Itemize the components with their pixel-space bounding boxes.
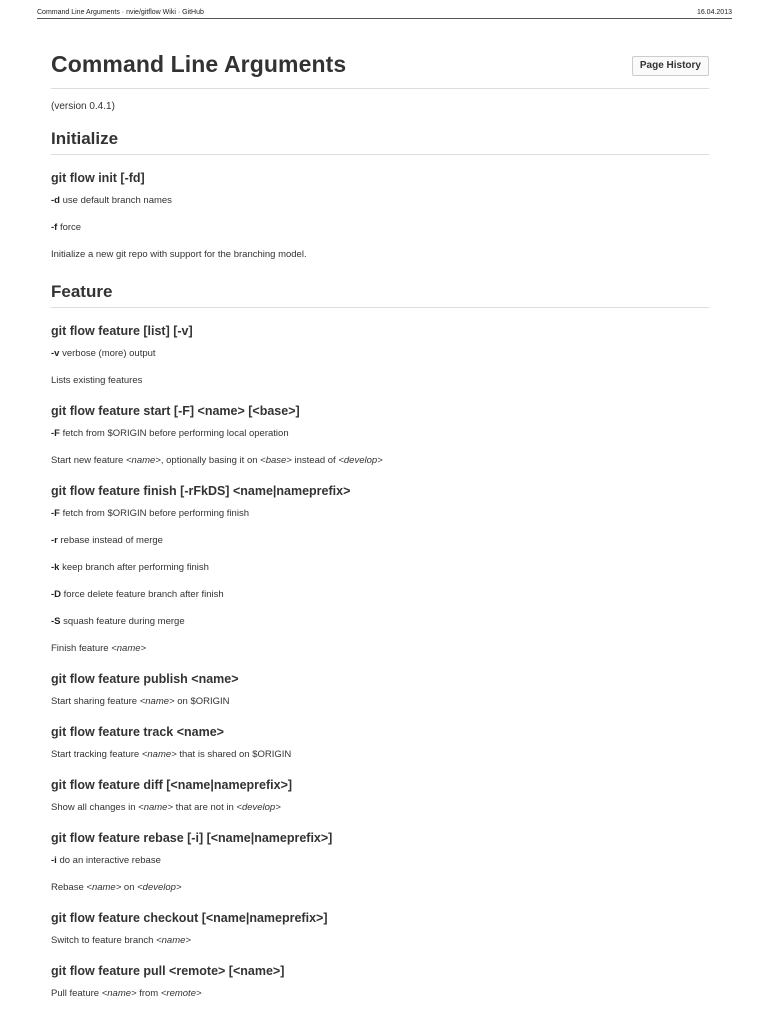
- desc-text: instead of: [291, 455, 339, 466]
- diff-description: [51, 802, 709, 814]
- desc-text: on: [121, 882, 138, 893]
- cmd-feature-track: git flow feature track <name>: [51, 725, 224, 739]
- option-finish-F: [51, 508, 709, 520]
- desc-param: <name>: [86, 882, 122, 893]
- desc-text: Start new feature: [51, 455, 126, 466]
- option-flag: -v: [51, 348, 60, 359]
- desc-param: <remote>: [160, 988, 202, 999]
- option-flag: -F: [51, 428, 60, 439]
- rebase-description: [51, 882, 709, 894]
- list-description: Lists existing features: [51, 375, 143, 386]
- desc-text: Pull feature: [51, 988, 102, 999]
- desc-text: that is shared on $ORIGIN: [176, 749, 292, 760]
- desc-text: Start tracking feature: [51, 749, 142, 760]
- desc-text: Finish feature: [51, 643, 112, 654]
- desc-param: <name>: [156, 935, 191, 946]
- desc-text: Rebase: [51, 882, 87, 893]
- option-desc: fetch from $ORIGIN before performing local operation: [59, 428, 289, 439]
- option-desc: keep branch after performing finish: [59, 562, 209, 573]
- option-desc: squash feature during merge: [60, 616, 185, 627]
- cmd-init: git flow init [-fd]: [51, 171, 145, 185]
- print-header-date: 16.04.2013: [696, 9, 732, 16]
- finish-description: [51, 643, 709, 655]
- section-heading-initialize: Initialize: [51, 128, 709, 155]
- desc-param: <develop>: [338, 455, 383, 466]
- option-flag: -D: [51, 589, 62, 600]
- option-rebase-i: [51, 855, 709, 867]
- desc-param: <name>: [138, 802, 174, 813]
- option-flag: -r: [51, 535, 58, 546]
- option-finish-r: [51, 535, 709, 547]
- init-description: Initialize a new git repo with support for the branching model.: [51, 249, 307, 260]
- option-desc: force delete feature branch after finish: [61, 589, 224, 600]
- option-finish-D: [51, 589, 709, 601]
- wiki-content: [51, 48, 709, 1000]
- option-start-F: [51, 428, 709, 440]
- option-desc: rebase instead of merge: [57, 535, 163, 546]
- option-finish-k: [51, 562, 709, 574]
- option-list-v: [51, 348, 709, 360]
- option-flag: -f: [51, 222, 58, 233]
- desc-text: that are not in: [173, 802, 237, 813]
- title-row: [51, 48, 709, 89]
- version-text: (version 0.4.1): [51, 101, 115, 112]
- cmd-feature-checkout: git flow feature checkout [<name|nameprefix>]: [51, 911, 328, 925]
- option-flag: -d: [51, 195, 60, 206]
- cmd-feature-finish: git flow feature finish [-rFkDS] <name|nameprefix>: [51, 484, 351, 498]
- cmd-feature-pull: git flow feature pull <remote> [<name>]: [51, 964, 285, 978]
- option-flag: -F: [51, 508, 60, 519]
- option-desc: fetch from $ORIGIN before performing finish: [59, 508, 249, 519]
- desc-param: <name>: [141, 749, 177, 760]
- option-desc: verbose (more) output: [59, 348, 156, 359]
- track-description: [51, 749, 709, 761]
- option-init-d: [51, 195, 709, 207]
- print-header: [37, 9, 732, 19]
- cmd-feature-start: git flow feature start [-F] <name> [<base>]: [51, 404, 300, 418]
- cmd-feature-publish: git flow feature publish <name>: [51, 672, 239, 686]
- option-flag: -S: [51, 616, 61, 627]
- option-init-f: [51, 222, 709, 234]
- start-description: [51, 455, 709, 467]
- cmd-feature-diff: git flow feature diff [<name|nameprefix>]: [51, 778, 293, 792]
- desc-param: <name>: [111, 643, 147, 654]
- desc-param: <develop>: [137, 882, 182, 893]
- option-desc: force: [57, 222, 82, 233]
- desc-param: <develop>: [236, 802, 281, 813]
- cmd-feature-list: git flow feature [list] [-v]: [51, 324, 193, 338]
- cmd-feature-rebase: git flow feature rebase [-i] [<name|nameprefix>]: [51, 831, 333, 845]
- desc-param: <base>: [260, 455, 292, 466]
- desc-text: on $ORIGIN: [174, 696, 230, 707]
- desc-param: <name>: [139, 696, 175, 707]
- page-history-button[interactable]: Page History: [632, 56, 709, 76]
- publish-description: [51, 696, 709, 708]
- pull-description: [51, 988, 709, 1000]
- section-heading-feature: Feature: [51, 281, 709, 308]
- print-header-title: Command Line Arguments · nvie/gitflow Wiki · GitHub: [37, 9, 204, 16]
- desc-param: <name>: [101, 988, 137, 999]
- option-flag: -k: [51, 562, 60, 573]
- checkout-description: [51, 935, 709, 947]
- desc-text: Start sharing feature: [51, 696, 140, 707]
- desc-text: Switch to feature branch: [51, 935, 157, 946]
- page-title: Command Line Arguments: [51, 51, 347, 77]
- option-desc: do an interactive rebase: [56, 855, 161, 866]
- option-finish-S: [51, 616, 709, 628]
- option-flag: -i: [51, 855, 57, 866]
- desc-text: Show all changes in: [51, 802, 139, 813]
- desc-text: , optionally basing it on: [160, 455, 261, 466]
- desc-text: from: [136, 988, 161, 999]
- desc-param: <name>: [125, 455, 161, 466]
- option-desc: use default branch names: [59, 195, 172, 206]
